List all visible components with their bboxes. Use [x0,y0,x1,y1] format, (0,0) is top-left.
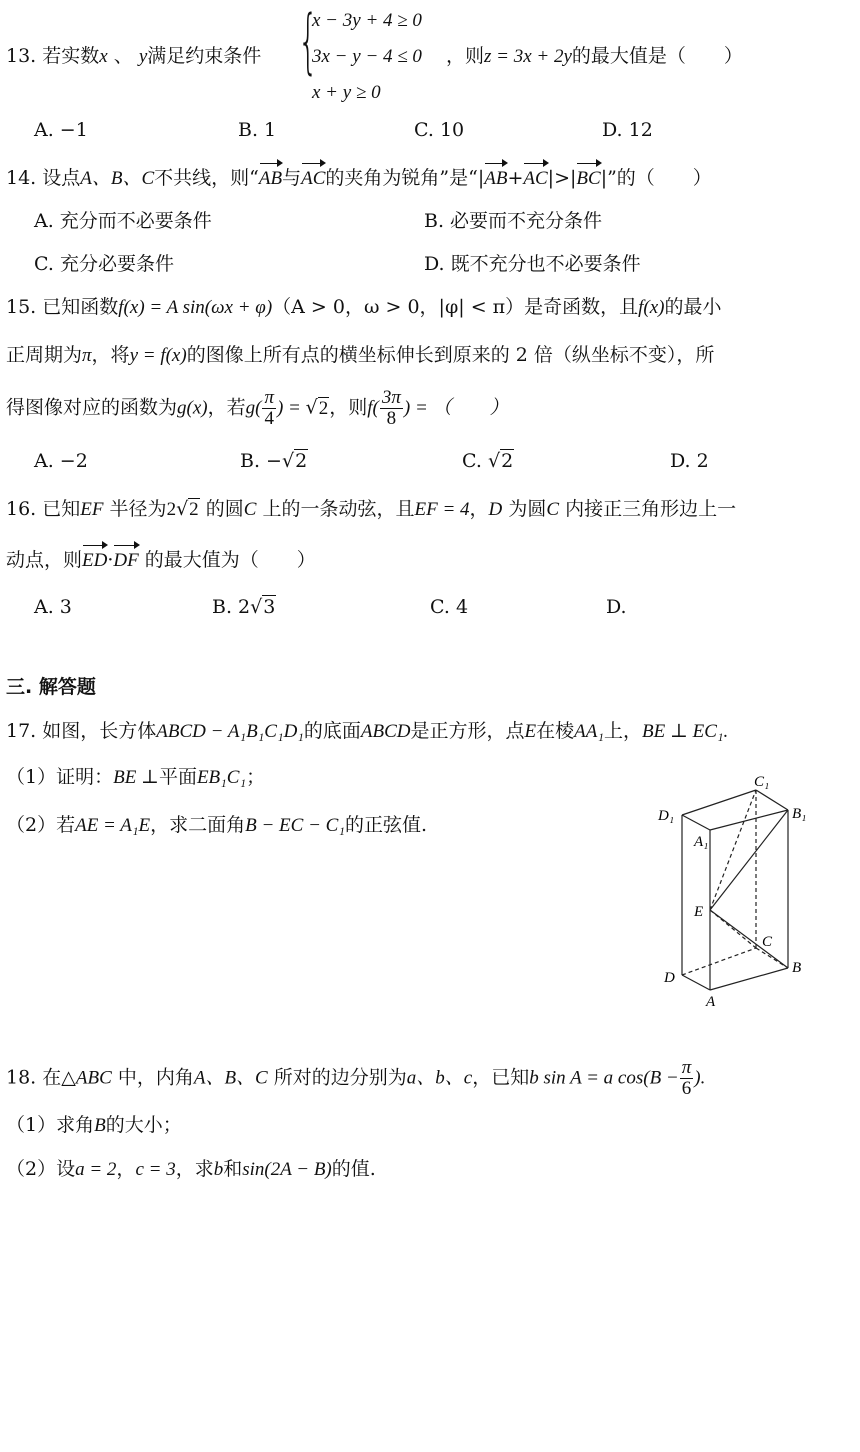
fraction-3pi-8: $\frac{3\pi}{8}$ [381,387,401,429]
edge-c1-b1 [756,790,788,810]
q16-line-1: 16. 已知EF 半径为2√2 的圆C 上的一条动弦，且EF = 4，D 为圆C 内接正三角形边上一 [6,498,737,520]
edge-a-b [710,968,788,990]
q14-option-a[interactable]: A. 充分而不必要条件 [34,210,212,232]
constraint-3: x + y ≥ 0 [312,82,381,103]
q14-option-b[interactable]: B. 必要而不充分条件 [424,210,603,232]
q15-line-2: 正周期为π，将y = f(x)的图像上所有点的横坐标伸长到原来的 2 倍（纵坐标不变），所 [6,344,715,366]
q16-option-a[interactable]: A. 3 [34,596,72,618]
q16-option-c[interactable]: C. 4 [430,596,469,618]
q18-part-1: （1）求角B的大小； [6,1114,182,1136]
constraint-brace: { [298,0,319,82]
q16-option-b[interactable]: B. 2√3 [212,596,276,618]
q14-option-c[interactable]: C. 充分必要条件 [34,253,174,275]
q15-option-c[interactable]: C. √2 [462,450,514,472]
vector-bc: BC [576,160,600,194]
fraction-pi-6: $\frac{\pi}{6}$ [681,1057,692,1099]
q14-stem: 14. 设点A、B、C不共线，则“AB与AC的夹角为锐角”是“|AB+AC|>|BC|”的（ ） [6,160,712,194]
q13-option-c[interactable]: C. 10 [414,119,465,141]
vector-ed: ED [82,542,107,576]
q17-stem: 17. 如图，长方体ABCD − A₁B₁C₁D₁的底面ABCD是正方形，点E在棱AA₁上，BE ⊥ EC₁. [6,720,729,742]
q13-stem-right: ，则z = 3x + 2y的最大值是（ ） [446,45,743,67]
q17-part-1: （1）证明：BE ⊥平面EB₁C₁； [6,766,266,788]
label-e: E [694,904,704,920]
q15-option-a[interactable]: A. −2 [34,450,88,472]
label-a: A [706,994,716,1010]
section-title: 三. 解答题 [6,676,96,698]
fraction-pi-4: $\frac{\pi}{4}$ [264,387,274,429]
q17-part-2: （2）若AE = A₁E，求二面角B − EC − C₁的正弦值. [6,814,427,836]
constraint-2: 3x − y − 4 ≤ 0 [312,46,422,67]
q18-part-2: （2）设a = 2，c = 3，求b和sin(2A − B)的值. [6,1158,376,1180]
q15-option-d[interactable]: D. 2 [670,450,709,472]
q15-option-b[interactable]: B. −√2 [240,450,308,472]
segment-e-b1 [710,810,788,910]
label-b: B [792,960,802,976]
edge-d1-c1 [682,790,756,815]
vector-ab: AB [259,160,282,194]
vector-ac: AC [301,160,325,194]
q13-option-a[interactable]: A. −1 [34,119,88,141]
label-a1: A₁ [694,834,709,850]
constraint-1: x − 3y + 4 ≥ 0 [312,10,422,31]
q16-option-d[interactable]: D. [606,596,627,618]
segment-e-b [710,910,788,968]
label-b1: B₁ [792,806,807,822]
label-c: C [762,934,773,950]
q18-stem: 18. 在△ABC 中，内角A、B、C 所对的边分别为a、b、c，已知b sin A = a cos(B − $\frac{\pi}{6}$ ). [6,1057,706,1099]
q15-line-3: 得图像对应的函数为g(x)，若g( $\frac{\pi}{4}$ ) = √2，则f( $\frac{3\pi}{8}$ ) = （ ） [6,387,509,429]
label-d1: D₁ [658,808,675,824]
edge-d-a [682,975,710,990]
label-c1: C₁ [754,774,770,790]
vector-df: DF [113,542,138,576]
q13-option-b[interactable]: B. 1 [238,119,277,141]
segment-e-c1 [710,790,756,910]
segment-e-c [710,910,756,948]
edge-d-c [682,948,756,975]
q16-line-2: 动点，则ED·DF 的最大值为（ ） [6,542,316,576]
q15-line-1: 15. 已知函数f(x) = A sin(ωx + φ)（A > 0，ω > 0，|φ| < π）是奇函数，且f(x)的最小 [6,296,722,318]
edge-a1-b1 [710,810,788,830]
q13-stem-left: 13. 若实数x 、 y满足约束条件 [6,45,262,67]
label-d: D [664,970,675,986]
q14-option-d[interactable]: D. 既不充分也不必要条件 [424,253,641,275]
q13-option-d[interactable]: D. 12 [602,119,653,141]
edge-d1-a1 [682,815,710,830]
cuboid-figure [650,770,830,1010]
